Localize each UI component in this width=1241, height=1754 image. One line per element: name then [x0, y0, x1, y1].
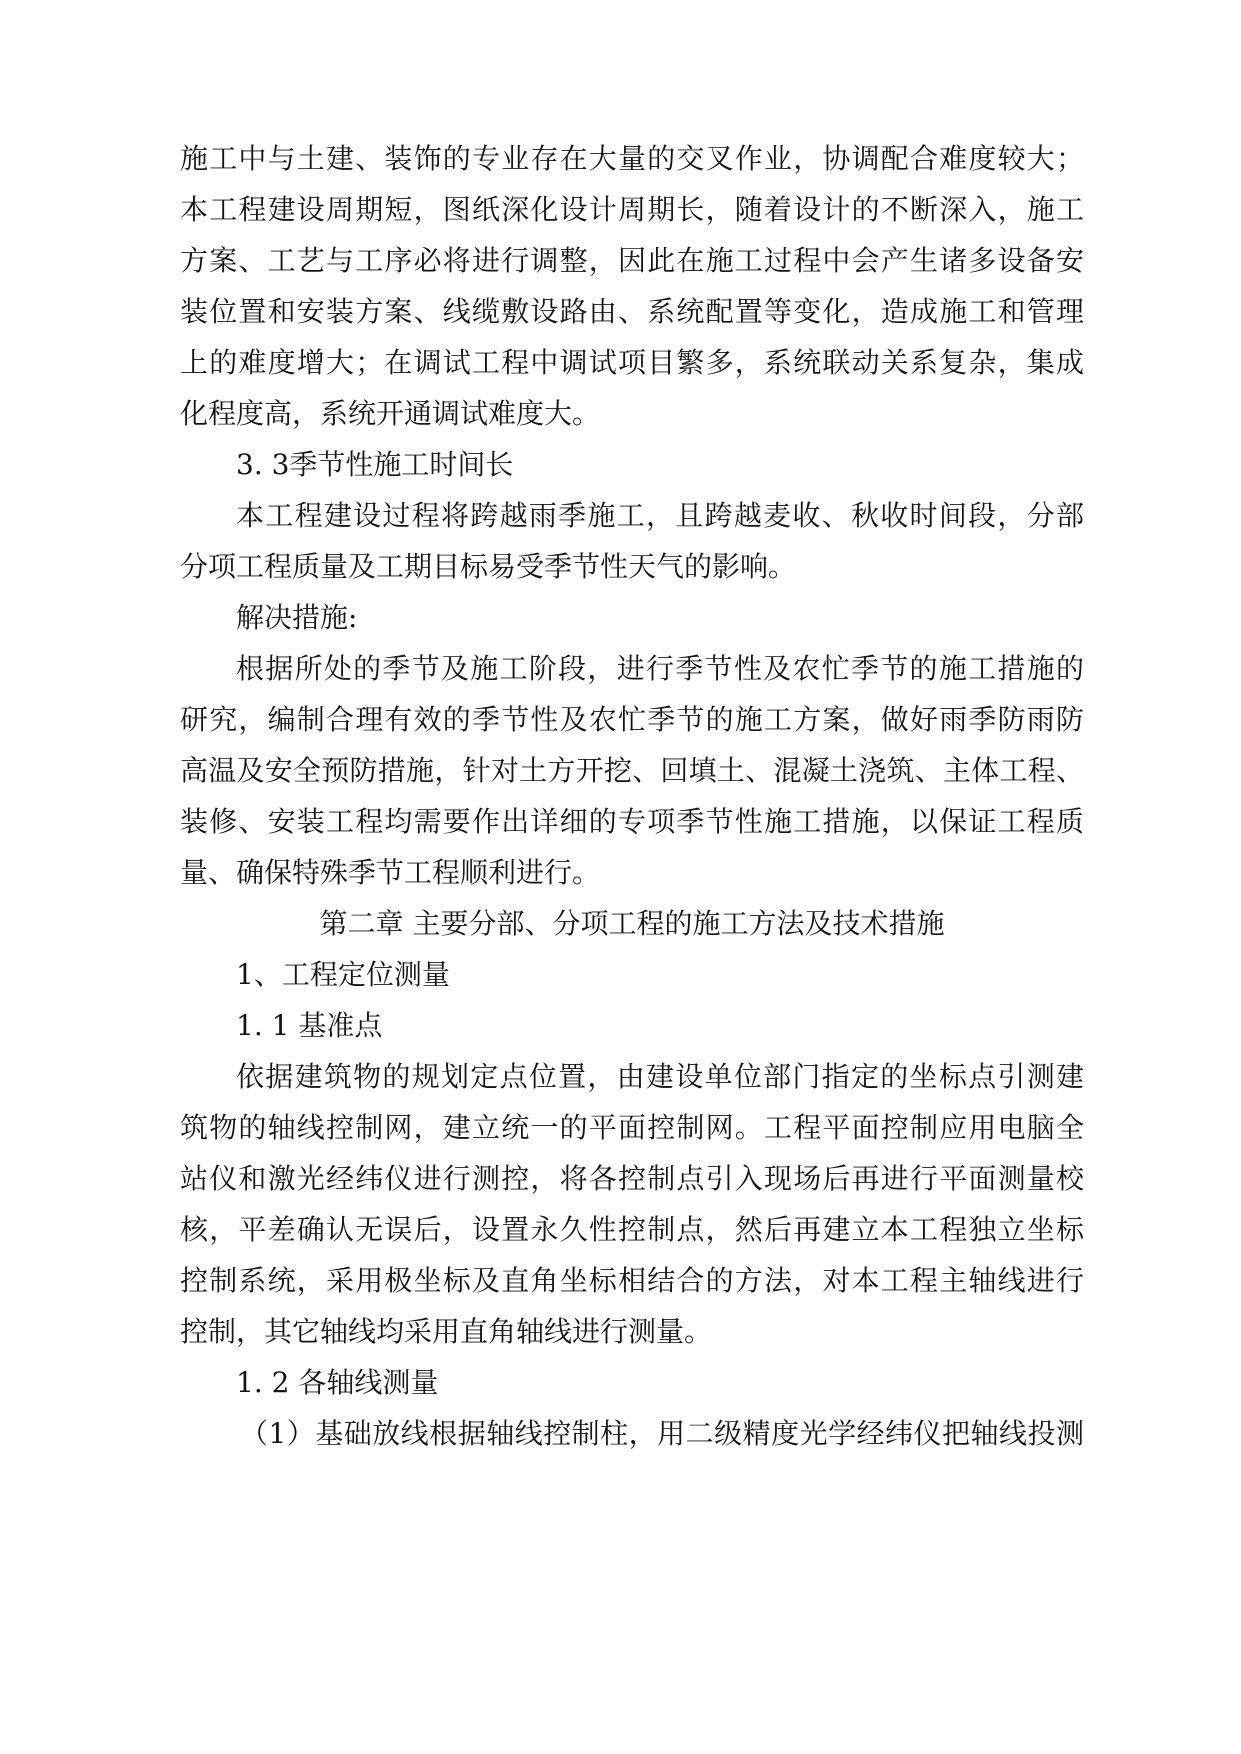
- text-line-19: 依据建筑物的规划定点位置，由建设单位部门指定的坐标点引测建: [236, 1060, 1084, 1093]
- text-line-21: 站仪和激光经纬仪进行测控，将各控制点引入现场后再进行平面测量校: [180, 1162, 1084, 1195]
- text-line-14: 装修、安装工程均需要作出详细的专项季节性施工措施，以保证工程质: [180, 805, 1084, 838]
- text-line-20: 筑物的轴线控制网，建立统一的平面控制网。工程平面控制应用电脑全: [180, 1111, 1084, 1144]
- text-line-5: 上的难度增大；在调试工程中调试项目繁多，系统联动关系复杂，集成: [180, 346, 1084, 379]
- text-line-26: （1）基础放线根据轴线控制柱，用二级精度光学经纬仪把轴线投测: [240, 1417, 1084, 1450]
- text-line-24: 控制，其它轴线均采用直角轴线进行测量。: [180, 1315, 713, 1348]
- text-line-4: 装位置和安装方案、线缆敷设路由、系统配置等变化，造成施工和管理: [180, 295, 1084, 328]
- text-line-15: 量、确保特殊季节工程顺利进行。: [180, 856, 601, 889]
- text-line-6: 化程度高，系统开通调试难度大。: [180, 397, 601, 430]
- text-line-11: 根据所处的季节及施工阶段，进行季节性及农忙季节的施工措施的: [236, 652, 1084, 685]
- text-line-12: 研究，编制合理有效的季节性及农忙季节的施工方案，做好雨季防雨防: [180, 703, 1084, 736]
- section-heading-3-3: 3. 3季节性施工时间长: [236, 448, 514, 481]
- text-line-9: 分项工程质量及工期目标易受季节性天气的影响。: [180, 550, 797, 583]
- chapter-title: 第二章 主要分部、分项工程的施工方法及技术措施: [319, 907, 945, 940]
- solution-heading: 解决措施:: [236, 601, 358, 634]
- text-line-8: 本工程建设过程将跨越雨季施工，且跨越麦收、秋收时间段，分部: [236, 499, 1084, 532]
- text-line-22: 核，平差确认无误后，设置永久性控制点，然后再建立本工程独立坐标: [180, 1213, 1084, 1246]
- text-line-1: 施工中与土建、装饰的专业存在大量的交叉作业，协调配合难度较大；: [180, 142, 1084, 175]
- section-heading-1-1: 1. 1 基准点: [236, 1009, 383, 1042]
- text-line-13: 高温及安全预防措施，针对土方开挖、回填土、混凝土浇筑、主体工程、: [180, 754, 1084, 787]
- text-line-2: 本工程建设周期短，图纸深化设计周期长，随着设计的不断深入，施工: [180, 193, 1084, 226]
- section-heading-1-2: 1. 2 各轴线测量: [236, 1366, 439, 1399]
- text-line-23: 控制系统，采用极坐标及直角坐标相结合的方法，对本工程主轴线进行: [180, 1264, 1084, 1297]
- text-line-3: 方案、工艺与工序必将进行调整，因此在施工过程中会产生诸多设备安: [180, 244, 1084, 277]
- section-heading-1: 1、工程定位测量: [236, 958, 450, 991]
